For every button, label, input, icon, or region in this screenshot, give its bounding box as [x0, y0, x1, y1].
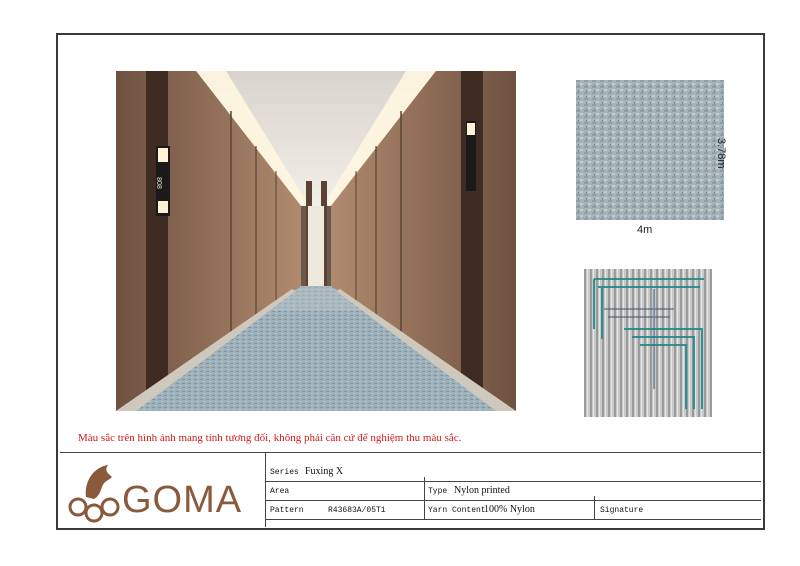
- carpet-swatch-full: [576, 80, 724, 220]
- type-value: Nylon printed: [454, 485, 510, 496]
- door-number: 808: [155, 177, 162, 189]
- signature-label: Signature: [600, 506, 644, 515]
- series-value: Fuxing X: [305, 466, 344, 477]
- hallway-render: [116, 71, 516, 411]
- area-type-row: [266, 482, 761, 501]
- color-disclaimer: Màu sắc trên hình ảnh mang tính tương đối, không phải căn cứ để nghiệm thu màu sắc.: [78, 432, 462, 444]
- area-label: Area: [270, 487, 290, 496]
- yarn-content-label: Yarn Content: [428, 506, 486, 515]
- title-block: [60, 452, 761, 527]
- swatch-width-dimension: 4m: [637, 224, 653, 236]
- pattern-row: [266, 501, 761, 520]
- series-row: [266, 463, 761, 482]
- pattern-label: Pattern: [270, 506, 304, 515]
- horse-logo-icon: [64, 457, 124, 527]
- carpet-swatch-detail: [584, 269, 712, 417]
- type-label: Type: [428, 487, 448, 496]
- hallway-render-image: [116, 71, 516, 411]
- pattern-value: R43683A/05T1: [328, 506, 386, 515]
- divider: [594, 496, 595, 520]
- swatch-height-dimension: 3.78m: [715, 138, 727, 169]
- logo-cell: [60, 453, 266, 527]
- series-label: Series: [270, 468, 299, 477]
- yarn-content-value: 100% Nylon: [484, 504, 535, 515]
- brand-logo-text: GOMA: [122, 479, 243, 521]
